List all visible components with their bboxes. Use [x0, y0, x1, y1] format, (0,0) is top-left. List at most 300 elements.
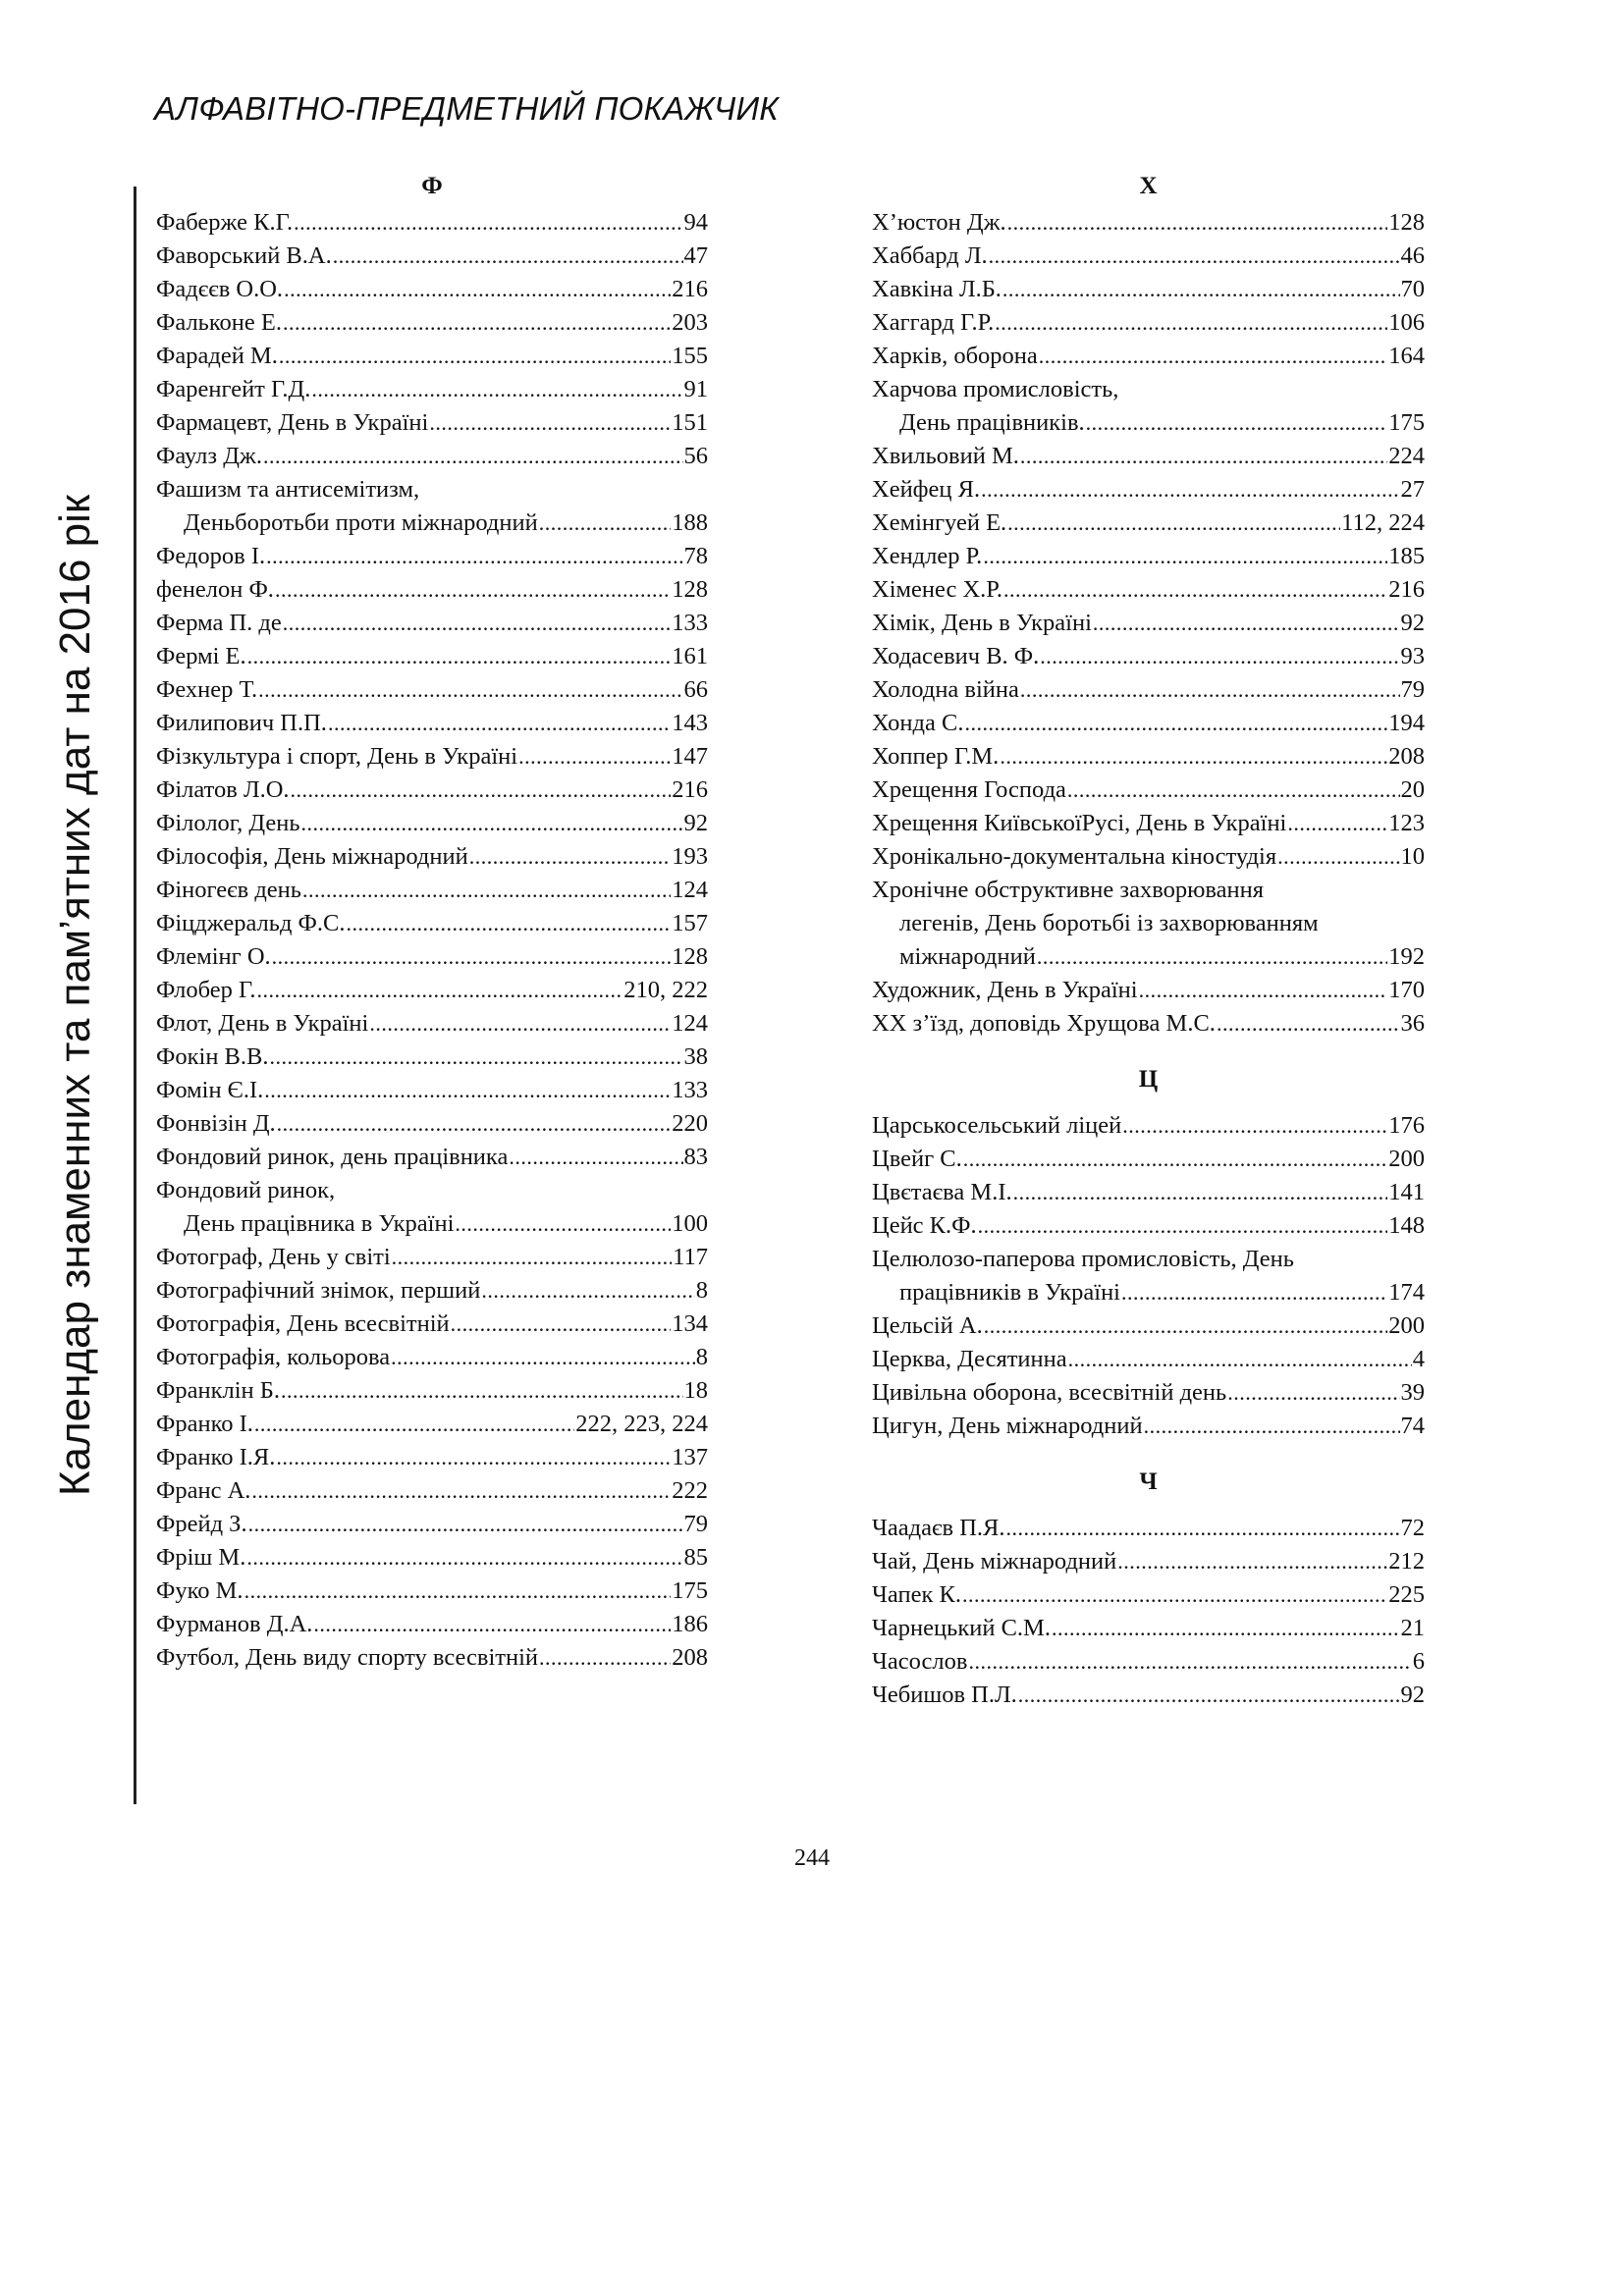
dot-leader: [247, 640, 672, 673]
vertical-rule: [134, 187, 136, 1804]
entry-line: [156, 1474, 708, 1508]
entry-text: Холодна війна: [872, 676, 1019, 703]
entry-text: Ходасевич В. Ф.: [872, 643, 1040, 669]
entry-line: [156, 1641, 708, 1675]
entry-line: [156, 1074, 708, 1107]
dot-leader: [1040, 640, 1399, 673]
entry-text: Хаггард Г.Р.: [872, 309, 995, 336]
entry-line: [156, 1207, 708, 1241]
dot-leader: [481, 1274, 694, 1308]
dot-leader: [1037, 940, 1387, 974]
entry-line: [872, 540, 1425, 573]
running-header: АЛФАВІТНО-ПРЕДМЕТНИЙ ПОКАЖЧИК: [154, 90, 779, 127]
page-reference: 92: [1400, 610, 1425, 636]
page-reference: 8: [695, 1277, 708, 1304]
index-entry: [156, 1474, 708, 1508]
entry-text: Харчова промисловість,: [872, 376, 1119, 402]
dot-leader: [328, 707, 671, 740]
dot-leader: [1006, 1512, 1400, 1545]
entry-text: Хрещення КиївськоїРусі, День в Україні: [872, 810, 1287, 836]
entry-text: ХХ з’їзд, доповідь Хрущова М.С.: [872, 1010, 1216, 1037]
index-entry: [156, 907, 708, 940]
index-entry: [872, 774, 1425, 807]
index-entry: [872, 1512, 1425, 1545]
entry-text: Хронікально-документальна кіностудія: [872, 843, 1277, 870]
page-reference: 128: [1388, 209, 1425, 236]
entry-text: Фаберже К.Г.: [156, 209, 294, 236]
dot-leader: [275, 573, 671, 607]
page-reference: 93: [1400, 643, 1425, 669]
index-entry: [156, 373, 708, 406]
letter-heading: Ц: [1138, 1066, 1159, 1093]
page-reference: 124: [672, 877, 708, 903]
entry-line: [156, 640, 708, 673]
page-reference: 147: [672, 743, 708, 770]
page-reference: 143: [672, 710, 708, 736]
dot-leader: [311, 373, 682, 406]
entry-text: Франс А.: [156, 1477, 251, 1504]
entry-text: Х’юстон Дж.: [872, 209, 1006, 236]
entry-text: Цигун, День міжнародний: [872, 1413, 1143, 1439]
entry-text: Харків, оборона: [872, 343, 1038, 369]
entry-line: [872, 607, 1425, 640]
dot-leader: [264, 1074, 671, 1107]
page-reference: 21: [1400, 1615, 1425, 1641]
page-reference: 92: [1400, 1682, 1425, 1708]
dot-leader: [1121, 1276, 1387, 1309]
index-entry: [872, 507, 1425, 540]
entry-line: [156, 507, 708, 540]
entry-line: [872, 1545, 1425, 1578]
index-list: [872, 1512, 1425, 1712]
entry-text: Фотографія, кольорова: [156, 1344, 391, 1370]
entry-line: [156, 974, 708, 1007]
index-entry: [156, 774, 708, 807]
dot-leader: [469, 840, 672, 874]
page-reference: 175: [1388, 409, 1425, 436]
dot-leader: [518, 740, 671, 774]
entry-text: Флот, День в Україні: [156, 1010, 369, 1037]
page-reference: 70: [1400, 276, 1425, 302]
entry-text: Фотограф, День у світі: [156, 1244, 391, 1270]
page-reference: 66: [683, 676, 708, 703]
index-entry: [156, 540, 708, 573]
dot-leader: [1000, 740, 1387, 774]
entry-text: Фашизм та антисемітизм,: [156, 476, 420, 503]
page-reference: 208: [1388, 743, 1425, 770]
entry-line: [872, 406, 1425, 440]
dot-leader: [254, 1408, 574, 1441]
dot-leader: [1086, 406, 1388, 440]
entry-text: Фадєєв О.О.: [156, 276, 284, 302]
entry-text: День працівника в Україні: [184, 1210, 455, 1237]
entry-text: Хоппер Г.М.: [872, 743, 1000, 770]
entry-line: [872, 974, 1425, 1007]
index-entry: [156, 340, 708, 373]
dot-leader: [244, 1575, 672, 1608]
entry-text: Чарнецький С.М.: [872, 1615, 1051, 1641]
page-reference: 200: [1388, 1312, 1425, 1339]
page-reference: 91: [683, 376, 708, 402]
page-reference: 56: [683, 443, 708, 469]
page-reference: 20: [1400, 776, 1425, 803]
index-entry: [872, 473, 1425, 507]
entry-text: фенелон Ф.: [156, 576, 274, 603]
page-reference: 79: [1400, 676, 1425, 703]
entry-text: Хавкіна Л.Б.: [872, 276, 1001, 302]
dot-leader: [1052, 1612, 1400, 1645]
dot-leader: [263, 440, 683, 473]
entry-text: Фехнер Т.: [156, 676, 258, 703]
entry-line: [156, 840, 708, 874]
dot-leader: [983, 540, 1387, 573]
page-reference: 133: [672, 1077, 708, 1103]
index-entry: [872, 1612, 1425, 1645]
index-entry: [872, 607, 1425, 640]
index-entry: [872, 974, 1425, 1007]
page-reference: 128: [672, 943, 708, 970]
entry-line: [872, 340, 1425, 373]
entry-line: [156, 1274, 708, 1308]
dot-leader: [391, 1341, 695, 1374]
index-entry: [872, 807, 1425, 840]
entry-text: Цейс К.Ф.: [872, 1212, 977, 1239]
dot-leader: [291, 774, 672, 807]
entry-text: Цвейг С.: [872, 1146, 962, 1172]
index-entry: [156, 974, 708, 1007]
page-reference: 133: [672, 610, 708, 636]
entry-line: [156, 1608, 708, 1641]
dot-leader: [257, 974, 623, 1007]
dot-leader: [294, 206, 682, 240]
entry-line: [156, 607, 708, 640]
index-entry: [872, 1645, 1425, 1679]
index-entry: [156, 1274, 708, 1308]
page-reference: 222, 223, 224: [575, 1411, 708, 1437]
index-entry: [156, 1341, 708, 1374]
entry-line: [872, 507, 1425, 540]
index-entry: [872, 1209, 1425, 1243]
page-reference: 100: [672, 1210, 708, 1237]
entry-line: [872, 440, 1425, 473]
entry-line: [156, 273, 708, 306]
index-entry: [872, 1376, 1425, 1410]
page-reference: 38: [683, 1043, 708, 1070]
index-list: [872, 206, 1425, 1041]
index-entry: [156, 1074, 708, 1107]
entry-text: легенів, День боротьбі із захворюванням: [899, 910, 1319, 936]
entry-text: Фуко М.: [156, 1577, 244, 1604]
entry-text: Фарадей М.: [156, 343, 278, 369]
entry-text: Хвильовий М.: [872, 443, 1019, 469]
dot-leader: [989, 240, 1400, 273]
page-reference: 148: [1388, 1212, 1425, 1239]
dot-leader: [984, 1309, 1388, 1343]
dot-leader: [277, 1107, 672, 1141]
index-list: [872, 1109, 1425, 1443]
dot-leader: [284, 273, 671, 306]
page-reference: 203: [672, 309, 708, 336]
dot-leader: [369, 1007, 671, 1041]
index-entry: [156, 1608, 708, 1641]
entry-text: Фермі Е.: [156, 643, 246, 669]
page-reference: 4: [1412, 1346, 1425, 1372]
entry-line: [872, 273, 1425, 306]
entry-text: Цвєтаєва М.І.: [872, 1179, 1012, 1205]
page-reference: 117: [673, 1244, 708, 1270]
entry-text: Фомін Є.І.: [156, 1077, 264, 1103]
entry-line: [872, 1645, 1425, 1679]
dot-leader: [964, 707, 1387, 740]
entry-line: [872, 1209, 1425, 1243]
page-reference: 47: [683, 242, 708, 269]
entry-line: [872, 640, 1425, 673]
index-entry: [156, 1374, 708, 1408]
index-entry: [156, 1174, 708, 1241]
entry-text: Фальконе Е.: [156, 309, 282, 336]
index-entry: [156, 1141, 708, 1174]
page-reference: 192: [1388, 943, 1425, 970]
index-entry: [156, 406, 708, 440]
entry-text: Філолог, День: [156, 810, 300, 836]
page-reference: 200: [1388, 1146, 1425, 1172]
index-entry: [156, 940, 708, 974]
page-reference: 222: [672, 1477, 708, 1504]
dot-leader: [995, 306, 1387, 340]
entry-line: [872, 573, 1425, 607]
dot-leader: [978, 1209, 1388, 1243]
page-reference: 193: [672, 843, 708, 870]
page-reference: 39: [1400, 1379, 1425, 1406]
entry-text: Фіногеєв день: [156, 877, 301, 903]
dot-leader: [1139, 974, 1388, 1007]
entry-line: [156, 1341, 708, 1374]
index-entry: [156, 1441, 708, 1474]
dot-leader: [539, 1641, 671, 1675]
entry-line: [872, 707, 1425, 740]
entry-line: [156, 1441, 708, 1474]
page-reference: 186: [672, 1611, 708, 1637]
index-entry: [156, 440, 708, 473]
entry-text: Хонда С.: [872, 710, 964, 736]
index-entry: [872, 1143, 1425, 1176]
index-entry: [872, 740, 1425, 774]
index-entry: [156, 740, 708, 774]
entry-text: Флобер Г.: [156, 977, 256, 1003]
entry-text: Хаббард Л.: [872, 242, 988, 269]
page-reference: 92: [683, 810, 708, 836]
entry-text: Чапек К.: [872, 1581, 961, 1608]
entry-line: [872, 740, 1425, 774]
dot-leader: [1117, 1545, 1387, 1578]
index-entry: [156, 607, 708, 640]
entry-text: Фонвізін Д.: [156, 1110, 276, 1137]
page-reference: 225: [1388, 1581, 1425, 1608]
dot-leader: [1122, 1109, 1387, 1143]
index-entry: [872, 540, 1425, 573]
entry-line: [872, 1343, 1425, 1376]
index-entry: [156, 807, 708, 840]
index-entry: [872, 240, 1425, 273]
index-entry: [872, 206, 1425, 240]
dot-leader: [266, 540, 682, 573]
page-reference: 128: [672, 576, 708, 603]
entry-line: [872, 1309, 1425, 1343]
entry-text: Франко І.: [156, 1411, 253, 1437]
page-reference: 46: [1400, 242, 1425, 269]
dot-leader: [283, 607, 672, 640]
entry-line: [872, 1679, 1425, 1712]
index-entry: [872, 1109, 1425, 1143]
entry-text: Футбол, День виду спорту всесвітній: [156, 1644, 538, 1671]
dot-leader: [1227, 1376, 1399, 1410]
entry-text: Ферма П. де: [156, 610, 282, 636]
index-entry: [156, 1541, 708, 1575]
entry-line: [156, 1107, 708, 1141]
entry-text: Хронічне обструктивне захворювання: [872, 877, 1265, 903]
entry-text: Франко І.Я.: [156, 1444, 276, 1470]
dot-leader: [276, 1441, 671, 1474]
entry-line: [872, 1007, 1425, 1041]
entry-line: [156, 673, 708, 707]
page-number: 244: [794, 1845, 830, 1871]
dot-leader: [1020, 440, 1387, 473]
entry-line: [872, 1410, 1425, 1443]
page-reference: 216: [1388, 576, 1425, 603]
entry-text: Фаренгейт Г.Д.: [156, 376, 311, 402]
entry-text: Фаулз Дж.: [156, 443, 262, 469]
entry-line: [872, 206, 1425, 240]
page-reference: 94: [683, 209, 708, 236]
index-entry: [872, 440, 1425, 473]
page-reference: 210, 222: [623, 977, 708, 1003]
dot-leader: [1277, 840, 1399, 874]
entry-line: [156, 406, 708, 440]
entry-line: [872, 240, 1425, 273]
page-reference: 161: [672, 643, 708, 669]
entry-line: [156, 573, 708, 607]
entry-line: [872, 1109, 1425, 1143]
index-entry: [156, 1041, 708, 1074]
entry-text: Фондовий ринок,: [156, 1177, 336, 1203]
page-reference: 174: [1388, 1279, 1425, 1306]
entry-line: [156, 774, 708, 807]
dot-leader: [333, 240, 683, 273]
side-title: Календар знаменних та пам’ятних дат на 2016 рік: [51, 494, 100, 1497]
page-reference: 134: [672, 1310, 708, 1337]
page-reference: 123: [1388, 810, 1425, 836]
entry-line: [156, 707, 708, 740]
dot-leader: [270, 1041, 683, 1074]
index-entry: [872, 840, 1425, 874]
entry-line: [156, 940, 708, 974]
index-entry: [156, 473, 708, 540]
entry-text: Хендлер Р.: [872, 543, 983, 569]
index-entry: [156, 1241, 708, 1274]
entry-text: Цивільна оборона, всесвітній день: [872, 1379, 1227, 1406]
index-entry: [872, 1243, 1425, 1309]
page-reference: 6: [1412, 1648, 1425, 1675]
entry-text: Філософія, День міжнародний: [156, 843, 468, 870]
index-entry: [872, 273, 1425, 306]
entry-text: Филипович П.П.: [156, 710, 327, 736]
page-reference: 188: [672, 509, 708, 536]
index-entry: [156, 273, 708, 306]
index-entry: [156, 306, 708, 340]
dot-leader: [1144, 1410, 1400, 1443]
dot-leader: [302, 874, 671, 907]
letter-heading: Ч: [1139, 1468, 1158, 1495]
entry-line: [156, 1575, 708, 1608]
entry-line: [156, 1007, 708, 1041]
entry-line: [872, 473, 1425, 507]
page-reference: 185: [1388, 543, 1425, 569]
entry-line: [872, 1578, 1425, 1612]
dot-leader: [301, 807, 683, 840]
page-reference: 208: [672, 1644, 708, 1671]
dot-leader: [272, 940, 672, 974]
dot-leader: [392, 1241, 673, 1274]
entry-line: [156, 874, 708, 907]
index-entry: [156, 1308, 708, 1341]
dot-leader: [281, 1374, 683, 1408]
entry-text: Хімік, День в Україні: [872, 610, 1092, 636]
dot-leader: [1287, 807, 1387, 840]
entry-line: [872, 1612, 1425, 1645]
dot-leader: [347, 907, 672, 940]
dot-leader: [283, 306, 671, 340]
index-entry: [156, 1575, 708, 1608]
dot-leader: [539, 507, 672, 540]
page-reference: 74: [1400, 1413, 1425, 1439]
side-title-container: [45, 187, 106, 1804]
page-reference: 112, 224: [1341, 509, 1425, 536]
entry-line: [872, 306, 1425, 340]
dot-leader: [1013, 1176, 1388, 1209]
entry-text: Фармацевт, День в Україні: [156, 409, 429, 436]
dot-leader: [1002, 273, 1400, 306]
page-reference: 8: [695, 1344, 708, 1370]
entry-text: Фурманов Д.А.: [156, 1611, 313, 1637]
dot-leader: [981, 473, 1399, 507]
index-entry: [872, 1343, 1425, 1376]
entry-text: Целюлозо-паперова промисловість, День: [872, 1246, 1294, 1272]
dot-leader: [1007, 507, 1340, 540]
page-reference: 78: [683, 543, 708, 569]
index-entry: [156, 874, 708, 907]
entry-text: Хрещення Господа: [872, 776, 1066, 803]
entry-line: [872, 1276, 1425, 1309]
page-reference: 194: [1388, 710, 1425, 736]
dot-leader: [279, 340, 671, 373]
dot-leader: [962, 1578, 1387, 1612]
dot-leader: [313, 1608, 671, 1641]
entry-line: [156, 907, 708, 940]
index-entry: [156, 206, 708, 240]
page-reference: 18: [683, 1377, 708, 1404]
page-reference: 175: [672, 1577, 708, 1604]
index-entry: [156, 840, 708, 874]
index-list: [156, 206, 708, 1675]
entry-line: [872, 774, 1425, 807]
dot-leader: [1217, 1007, 1400, 1041]
index-column-right: [872, 167, 1425, 1712]
entry-text: Фіцджеральд Ф.С.: [156, 910, 346, 936]
entry-line: [156, 1241, 708, 1274]
entry-line: [872, 840, 1425, 874]
entry-text: Чай, День міжнародний: [872, 1548, 1117, 1575]
dot-leader: [258, 673, 682, 707]
